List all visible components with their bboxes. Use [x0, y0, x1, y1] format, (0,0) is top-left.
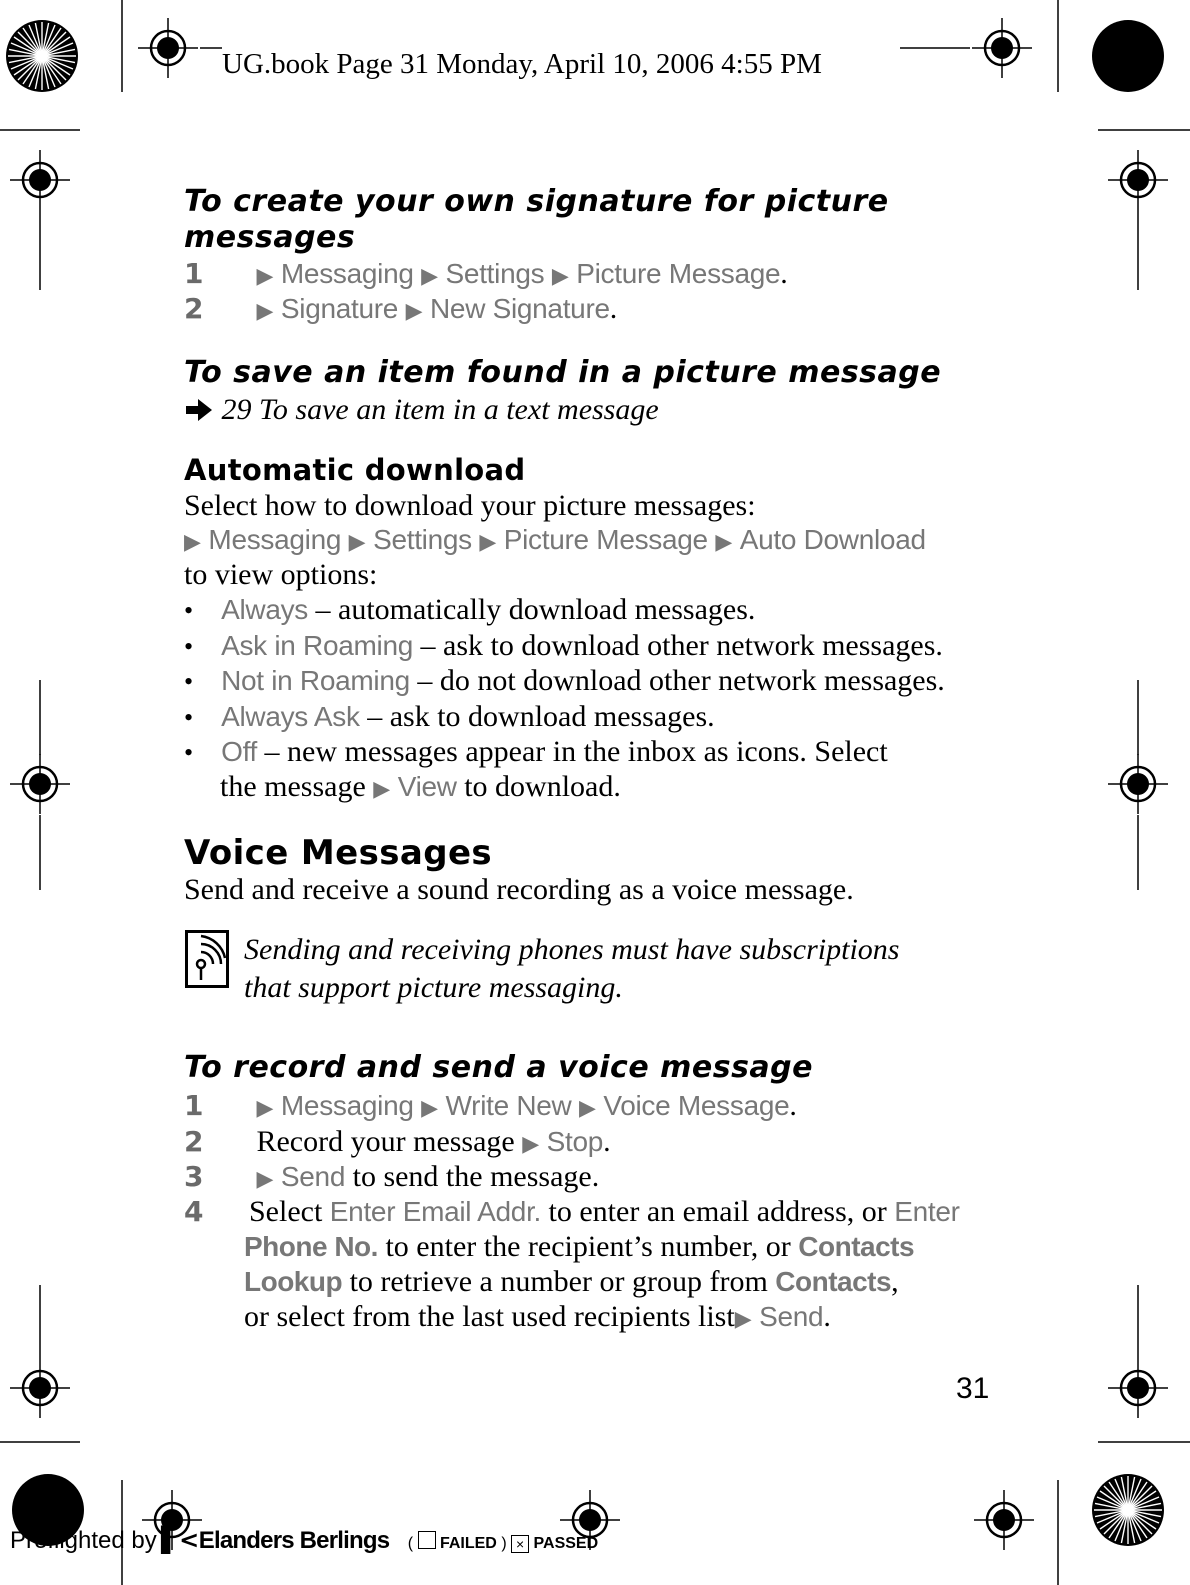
registration-mark-icon	[972, 18, 1032, 78]
arrow-right-icon: ▶	[256, 1096, 274, 1121]
punctuation: .	[789, 1089, 797, 1122]
option-label: Always Ask	[221, 701, 360, 732]
note-text	[244, 932, 899, 1005]
step-number: 1	[184, 257, 204, 290]
checkbox-icon	[418, 1531, 436, 1549]
step-number: 2	[184, 1125, 204, 1158]
note-signal-icon	[185, 930, 229, 988]
arrow-right-icon: ▶	[421, 1096, 439, 1121]
step-1-signature	[184, 256, 788, 294]
text: to enter the recipient’s number, or	[377, 1230, 799, 1263]
text: the message	[220, 770, 366, 803]
option-item	[184, 592, 755, 628]
bullet: •	[184, 596, 194, 625]
option-label: Always	[221, 594, 308, 625]
text: to enter an email address, or	[541, 1195, 895, 1228]
note-line: that support picture messaging.	[244, 971, 623, 1004]
step-4-line-4	[244, 1299, 831, 1337]
brand-name: Elanders Berlings	[198, 1527, 390, 1554]
step-number: 4	[184, 1195, 204, 1228]
section-title-signature	[184, 184, 889, 256]
auto-path-end: to view options:	[184, 558, 378, 591]
reference-arrow-icon	[184, 398, 214, 422]
page-header: UG.book Page 31 Monday, April 10, 2006 4:55 PM	[222, 48, 822, 80]
menu-item: Lookup	[244, 1266, 343, 1297]
arrow-right-icon: ▶	[256, 299, 274, 324]
arrow-right-icon: ▶	[715, 530, 733, 555]
arrow-right-icon: ▶	[348, 530, 366, 555]
menu-item: Messaging	[280, 258, 414, 289]
cross-reference	[184, 392, 659, 427]
section-title-save: To save an item found in a picture message	[184, 355, 942, 390]
preflight-footer	[10, 1526, 598, 1555]
menu-item: Auto Download	[739, 524, 926, 555]
registration-mark-icon	[1108, 150, 1168, 210]
voice-intro: Send and receive a sound recording as a voice message.	[184, 873, 854, 906]
section-title-voice: Voice Messages	[184, 833, 493, 873]
passed-label: PASSED	[533, 1535, 599, 1552]
menu-item: Voice Message	[603, 1090, 790, 1121]
option-continuation	[220, 769, 621, 807]
arrow-right-icon: ▶	[578, 1096, 596, 1121]
paren: )	[501, 1535, 507, 1552]
note-line: Sending and receiving phones must have subscriptions	[244, 933, 900, 966]
bullet: •	[184, 738, 194, 767]
section-title-auto: Automatic download	[184, 453, 526, 487]
punctuation: .	[609, 292, 618, 325]
section-title-record: To record and send a voice message	[184, 1050, 813, 1085]
registration-mark-icon	[10, 1358, 70, 1418]
menu-item: Signature	[280, 293, 399, 324]
preflighted-label: Preflighted by	[10, 1527, 157, 1554]
menu-item: New Signature	[430, 293, 610, 324]
step-number: 3	[184, 1160, 204, 1193]
punctuation: .	[603, 1125, 611, 1158]
option-item	[184, 663, 945, 699]
step-1-record	[184, 1088, 797, 1126]
auto-path	[184, 522, 926, 560]
option-item	[184, 699, 715, 735]
menu-item: Enter Email Addr.	[329, 1196, 542, 1227]
option-label: Not in Roaming	[221, 665, 410, 696]
text: to send the message.	[345, 1160, 600, 1193]
starburst-icon	[1092, 1474, 1164, 1546]
reference-text: 29 To save an item in a text message	[221, 393, 659, 426]
punctuation: .	[780, 257, 788, 290]
step-3-record	[184, 1159, 599, 1197]
menu-item: Phone No.	[244, 1231, 378, 1262]
title-line: messages	[184, 220, 356, 255]
brand-logo-icon: ▌<	[161, 1526, 199, 1554]
option-desc: – do not download other network messages.	[409, 664, 945, 697]
text: to download.	[464, 770, 621, 803]
auto-intro: Select how to download your picture messages:	[184, 489, 756, 522]
text: to retrieve a number or group from	[342, 1265, 776, 1298]
arrow-right-icon: ▶	[405, 299, 423, 324]
option-item	[184, 734, 888, 770]
text: Record your message	[256, 1125, 515, 1158]
checkbox-icon: ×	[511, 1535, 529, 1553]
registration-mark-icon	[1108, 1358, 1168, 1418]
menu-item: Stop	[546, 1126, 604, 1157]
arrow-right-icon: ▶	[522, 1132, 540, 1157]
option-desc: – ask to download messages.	[359, 700, 715, 733]
menu-item: Enter	[894, 1196, 960, 1227]
registration-mark-icon	[974, 1490, 1034, 1550]
starburst-icon	[6, 20, 78, 92]
registration-mark-icon	[10, 754, 70, 814]
menu-item: Contacts	[798, 1231, 915, 1262]
punctuation: .	[823, 1300, 831, 1333]
option-label: Off	[221, 736, 258, 767]
menu-item: Settings	[445, 258, 545, 289]
menu-item: View	[397, 771, 457, 802]
arrow-right-icon: ▶	[256, 1167, 274, 1192]
bullet: •	[184, 703, 194, 732]
menu-item: Send	[759, 1301, 824, 1332]
option-desc: – ask to download other network messages.	[413, 629, 943, 662]
arrow-right-icon: ▶	[421, 264, 439, 289]
arrow-right-icon: ▶	[184, 530, 201, 555]
paren: (	[407, 1535, 414, 1552]
arrow-right-icon: ▶	[373, 777, 391, 802]
registration-mark-icon	[138, 18, 198, 78]
bullet: •	[184, 632, 194, 661]
menu-item: Send	[280, 1161, 346, 1192]
step-2-record	[184, 1124, 611, 1162]
menu-item: Settings	[373, 524, 472, 555]
step-number: 2	[184, 292, 204, 325]
filled-circle-icon	[1092, 20, 1164, 92]
text: Select	[248, 1195, 330, 1228]
failed-label: FAILED	[439, 1535, 497, 1552]
option-label: Ask in Roaming	[221, 630, 413, 661]
menu-item: Write New	[445, 1090, 572, 1121]
option-desc: – automatically download messages.	[308, 593, 756, 626]
text: or select from the last used recipients list	[244, 1300, 735, 1333]
title-line: To create your own signature for picture	[184, 184, 889, 219]
menu-item: Contacts	[775, 1266, 892, 1297]
arrow-right-icon: ▶	[734, 1307, 752, 1332]
menu-item: Picture Message	[576, 258, 781, 289]
registration-mark-icon	[10, 150, 70, 210]
arrow-right-icon: ▶	[479, 530, 497, 555]
option-desc: – new messages appear in the inbox as icons. Select	[257, 735, 888, 768]
step-4-line-2	[244, 1229, 914, 1264]
menu-item: Messaging	[208, 524, 342, 555]
bullet: •	[184, 667, 194, 696]
page-number: 31	[956, 1372, 990, 1405]
punctuation: ,	[891, 1265, 899, 1298]
menu-item: Messaging	[280, 1090, 414, 1121]
registration-mark-icon	[1108, 754, 1168, 814]
step-4-line-3	[244, 1264, 899, 1299]
menu-item: Picture Message	[503, 524, 708, 555]
step-4-record	[184, 1194, 960, 1229]
step-number: 1	[184, 1089, 204, 1122]
arrow-right-icon: ▶	[551, 264, 569, 289]
step-2-signature	[184, 291, 617, 329]
option-item	[184, 628, 943, 664]
arrow-right-icon: ▶	[256, 264, 274, 289]
